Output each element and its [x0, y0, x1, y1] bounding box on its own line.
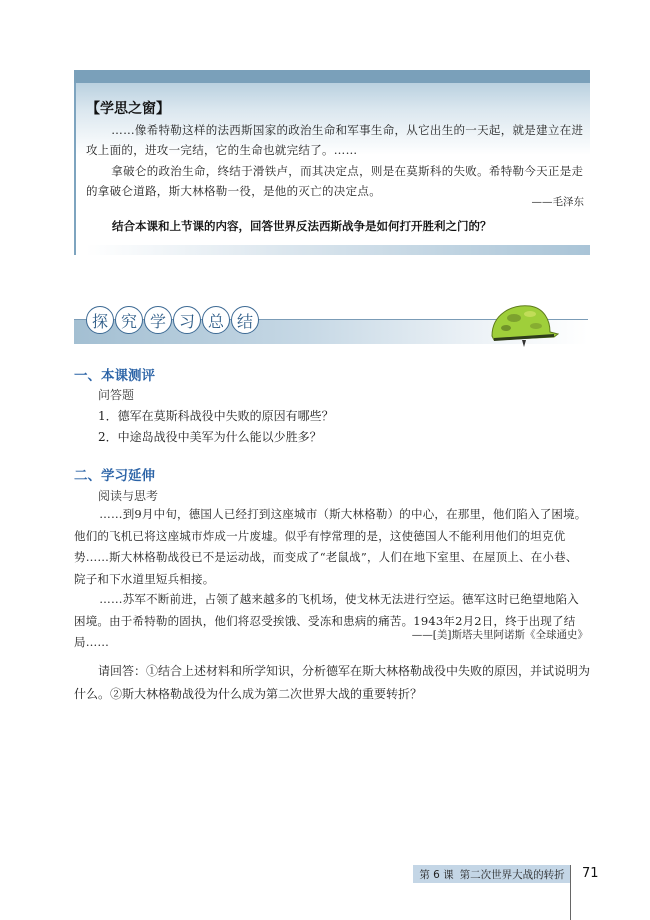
- answer-prompt: 请回答：①结合上述材料和所学知识，分析德军在斯大林格勒战役中失败的原因，并试说明为什么。②斯大林格勒战役为什么成为第二次世界大战的重要转折？: [74, 664, 591, 701]
- section-heading-extension: 二、学习延伸: [74, 468, 155, 484]
- reading-paragraph-2: ……苏军不断前进，占领了越来越多的飞机场，使戈林无法进行空运。德军这时已绝望地陷入困境。由于希特勒的固执，他们将忍受挨饿、受冻和患病的痛苦。1943年2月2日，终于出现了结局……: [74, 592, 579, 649]
- banner-char: 总: [202, 306, 230, 334]
- summary-banner: [74, 300, 588, 350]
- section-subheading: 问答题: [98, 388, 135, 402]
- helmet-icon: [484, 300, 564, 350]
- quote-paragraph-2: 拿破仑的政治生命，终结于滑铁卢，而其决定点，则是在莫斯科的失败。希特勒今天正是走的拿破仑道路，斯大林格勒一役，是他的灭亡的决定点。: [86, 164, 584, 198]
- think-question: 结合本课和上节课的内容，回答世界反法西斯战争是如何打开胜利之门的？: [112, 219, 492, 233]
- think-window-box: [74, 70, 590, 255]
- quote-paragraph-1: ……像希特勒这样的法西斯国家的政治生命和军事生命，从它出生的一天起，就是建立在进攻上面的，进攻一完结，它的生命也就完结了。……: [86, 123, 584, 157]
- section-subheading: 阅读与思考: [98, 489, 159, 503]
- quote-author: ——毛泽东: [531, 196, 584, 208]
- reading-source: ——[美]斯塔夫里阿诺斯《全球通史》: [411, 629, 588, 641]
- banner-char: 习: [173, 306, 201, 334]
- section-heading-evaluation: 一、本课测评: [74, 368, 155, 384]
- page-number: 71: [582, 866, 599, 881]
- think-window-title: 【学思之窗】: [86, 101, 170, 117]
- footer-lesson-band: [413, 865, 571, 883]
- banner-char: 学: [144, 306, 172, 334]
- banner-title: [86, 306, 259, 334]
- footer-divider: [570, 865, 571, 920]
- box-top-bar: [74, 70, 590, 83]
- reading-paragraph-1: ……到9月中旬，德国人已经打到这座城市（斯大林格勒）的中心，在那里，他们陷入了困境。他们的飞机已将这座城市炸成一片废墟。似乎有悖常理的是，这使德国人不能利用他们的坦克优势……斯大林格勒战役已不是运动战，而变成了“老鼠战”，人们在地下室里、在屋顶上、在小巷、院子和下水道里短兵相接。: [74, 507, 587, 586]
- footer-lesson-title: 第二次世界大战的转折: [459, 868, 565, 881]
- question-item: 2．中途岛战役中美军为什么能以少胜多？: [98, 430, 322, 444]
- banner-char: 结: [231, 306, 259, 334]
- box-bottom-bar: [86, 245, 590, 255]
- footer-lesson-number: 第 6 课: [419, 868, 454, 881]
- question-item: 1．德军在莫斯科战役中失败的原因有哪些？: [98, 409, 334, 423]
- banner-char: 探: [86, 306, 114, 334]
- banner-char: 究: [115, 306, 143, 334]
